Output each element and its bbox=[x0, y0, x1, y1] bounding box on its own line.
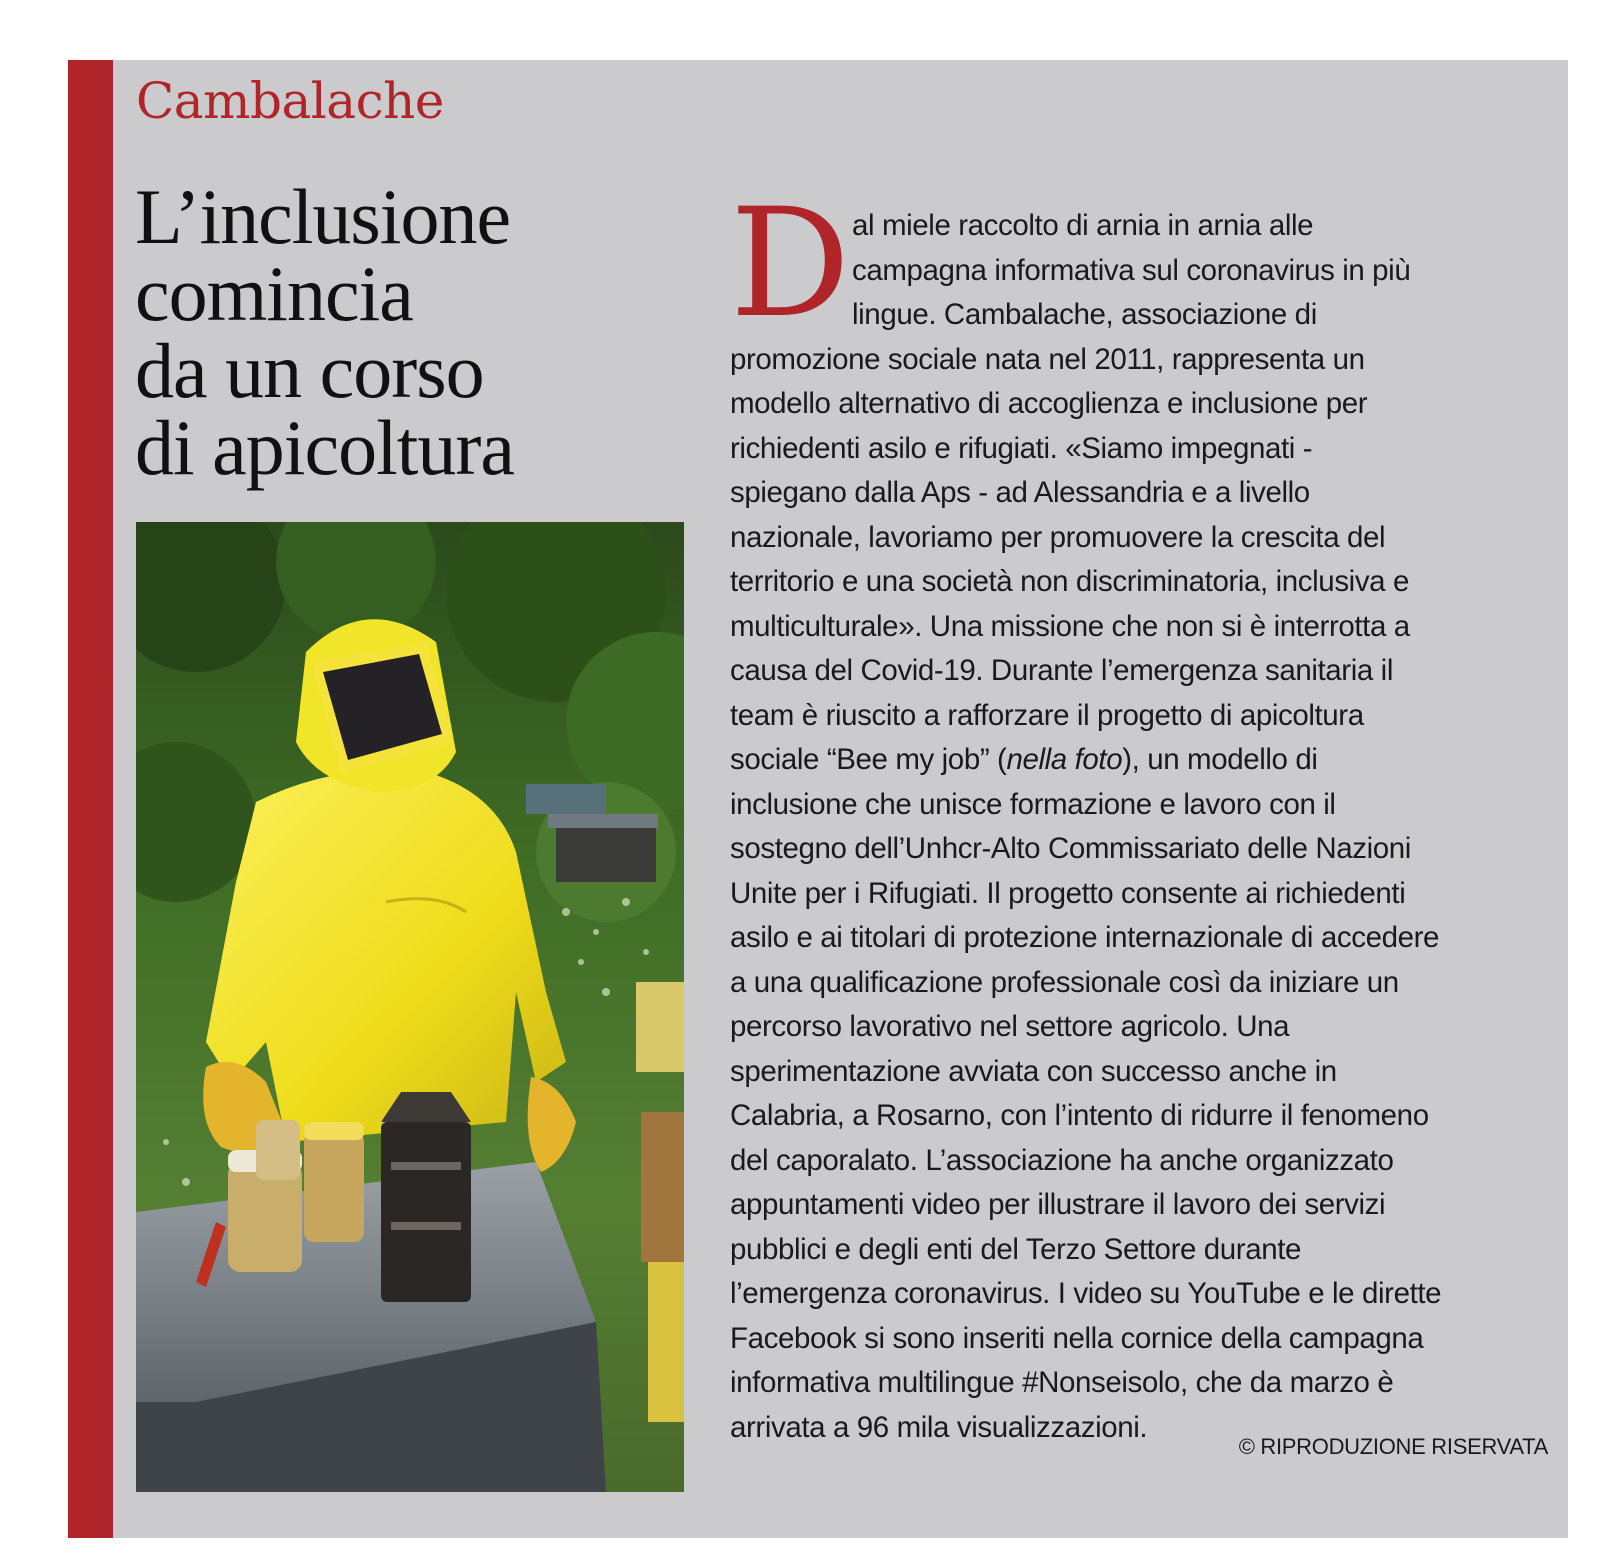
headline-line: comincia bbox=[135, 250, 413, 337]
text-line: team è riuscito a rafforzare il progetto di apicoltura bbox=[730, 698, 1364, 732]
section-title: Cambalache bbox=[136, 72, 444, 130]
text-line: arrivata a 96 mila visualizzazioni. bbox=[730, 1410, 1148, 1444]
article-body bbox=[730, 177, 1550, 1450]
text-line: percorso lavorativo nel settore agricolo. Una bbox=[730, 1010, 1290, 1043]
text-line: promozione sociale nata nel 2011, rappresenta un bbox=[730, 342, 1365, 376]
text-line: Facebook si sono inseriti nella cornice della campagna bbox=[730, 1321, 1424, 1355]
text-line: al miele raccolto di arnia in arnia alle bbox=[852, 209, 1314, 242]
drop-cap: D bbox=[730, 177, 850, 351]
text-line: spiegano dalla Aps - ad Alessandria e a livello bbox=[730, 476, 1310, 509]
text-line: inclusione che unisce formazione e lavoro con il bbox=[730, 787, 1336, 821]
text-line: lingue. Cambalache, associazione di bbox=[852, 298, 1317, 331]
text-line: campagna informativa sul coronavirus in più bbox=[852, 253, 1411, 287]
text-line: sostegno dell’Unhcr-Alto Commissariato delle Nazioni bbox=[730, 832, 1411, 865]
text-fragment: sociale “Bee my job” ( bbox=[730, 743, 1007, 776]
text-line: Calabria, a Rosarno, con l’intento di ridurre il fenomeno bbox=[730, 1099, 1429, 1132]
text-line: Unite per i Rifugiati. Il progetto consente ai richiedenti bbox=[730, 876, 1406, 910]
text-line: multiculturale». Una missione che non si è interrotta a bbox=[730, 609, 1410, 643]
italic-caption-ref: nella foto bbox=[1006, 743, 1123, 776]
text-line: appuntamenti video per illustrare il lavoro dei servizi bbox=[730, 1188, 1386, 1221]
text-line: l’emergenza coronavirus. I video su YouTube e le dirette bbox=[730, 1277, 1442, 1310]
text-line: territorio e una società non discriminatoria, inclusiva e bbox=[730, 565, 1409, 598]
accent-bar bbox=[68, 60, 113, 1538]
text-fragment: ), un modello di bbox=[1122, 743, 1318, 776]
beekeeper-photo bbox=[136, 522, 684, 1492]
text-line: del caporalato. L’associazione ha anche organizzato bbox=[730, 1143, 1394, 1177]
headline-line: di apicoltura bbox=[135, 404, 515, 491]
text-line bbox=[730, 738, 1550, 783]
headline-line: L’inclusione bbox=[135, 173, 511, 260]
text-line: pubblici e degli enti del Terzo Settore durante bbox=[730, 1232, 1302, 1266]
text-line: modello alternativo di accoglienza e inclusione per bbox=[730, 387, 1368, 420]
text-line: nazionale, lavoriamo per promuovere la crescita del bbox=[730, 520, 1386, 554]
text-line: asilo e ai titolari di protezione internazionale di accedere bbox=[730, 921, 1440, 954]
text-line: informativa multilingue #Nonseisolo, che da marzo è bbox=[730, 1366, 1394, 1399]
headline-line: da un corso bbox=[135, 327, 484, 414]
headline bbox=[135, 173, 695, 491]
text-line: a una qualificazione professionale così da iniziare un bbox=[730, 965, 1399, 999]
text-line: richiedenti asilo e rifugiati. «Siamo impegnati - bbox=[730, 431, 1313, 465]
article-box bbox=[68, 60, 1568, 1538]
text-line: sperimentazione avviata con successo anche in bbox=[730, 1054, 1337, 1088]
text-line: causa del Covid-19. Durante l’emergenza sanitaria il bbox=[730, 654, 1393, 687]
copyright-notice: © RIPRODUZIONE RISERVATA bbox=[1238, 1434, 1548, 1459]
